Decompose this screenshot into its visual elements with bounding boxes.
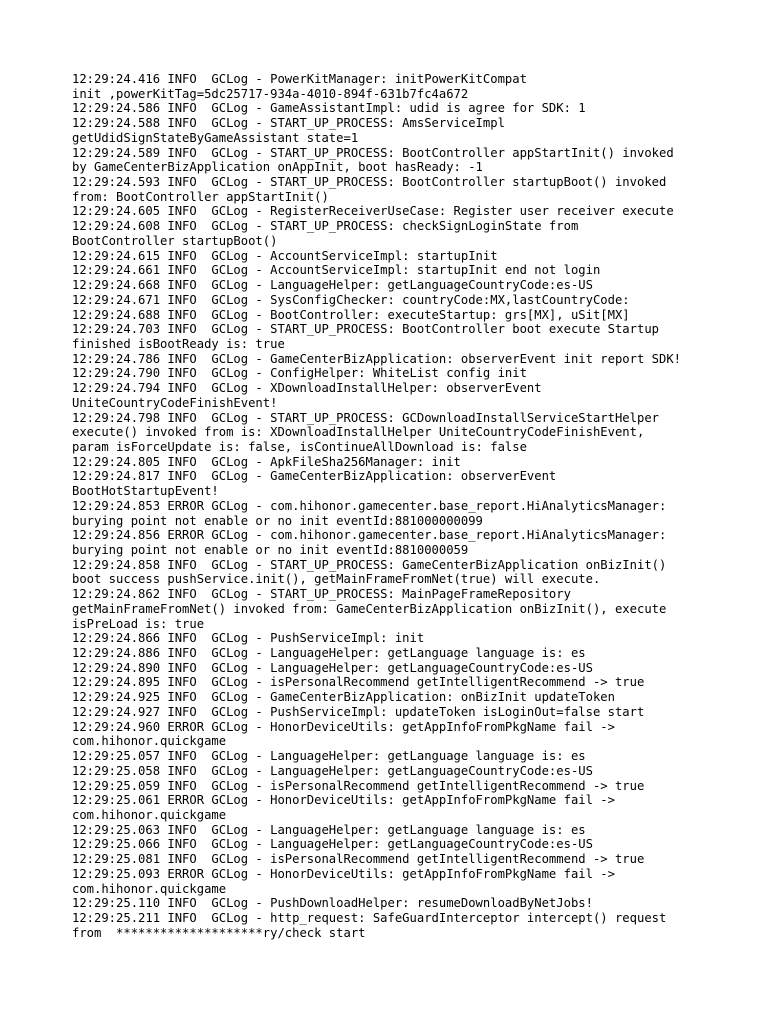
log-line: 12:29:25.059 INFO GCLog - isPersonalRecommend getIntelligentRecommend -> true	[72, 778, 645, 793]
log-line: 12:29:24.853 ERROR GCLog - com.hihonor.gamecenter.base_report.HiAnalyticsManager:	[72, 498, 667, 513]
log-line: 12:29:25.081 INFO GCLog - isPersonalRecommend getIntelligentRecommend -> true	[72, 852, 645, 867]
log-line: 12:29:24.798 INFO GCLog - START_UP_PROCESS: GCDownloadInstallServiceStartHelper	[72, 410, 659, 425]
log-line: 12:29:24.668 INFO GCLog - LanguageHelper: getLanguageCountryCode:es-US	[72, 278, 593, 293]
log-line: 12:29:25.061 ERROR GCLog - HonorDeviceUtils: getAppInfoFromPkgName fail ->	[72, 793, 615, 808]
log-line: getUdidSignStateByGameAssistant state=1	[72, 130, 359, 145]
log-line: from ********************ry/check start	[72, 925, 366, 940]
log-line: 12:29:24.890 INFO GCLog - LanguageHelper: getLanguageCountryCode:es-US	[72, 660, 593, 675]
log-line: 12:29:24.856 ERROR GCLog - com.hihonor.gamecenter.base_report.HiAnalyticsManager:	[72, 528, 667, 543]
log-line: 12:29:25.093 ERROR GCLog - HonorDeviceUtils: getAppInfoFromPkgName fail ->	[72, 866, 615, 881]
log-line: 12:29:25.058 INFO GCLog - LanguageHelper: getLanguageCountryCode:es-US	[72, 763, 593, 778]
log-line: 12:29:24.586 INFO GCLog - GameAssistantImpl: udid is agree for SDK: 1	[72, 101, 586, 116]
log-line: 12:29:24.790 INFO GCLog - ConfigHelper: WhiteList config init	[72, 366, 527, 381]
log-line: getMainFrameFromNet() invoked from: GameCenterBizApplication onBizInit(), execute	[72, 601, 667, 616]
log-line: com.hihonor.quickgame	[72, 807, 227, 822]
log-line: 12:29:24.960 ERROR GCLog - HonorDeviceUtils: getAppInfoFromPkgName fail ->	[72, 719, 615, 734]
log-line: 12:29:24.593 INFO GCLog - START_UP_PROCESS: BootController startupBoot() invoked	[72, 175, 667, 190]
log-line: 12:29:24.886 INFO GCLog - LanguageHelper: getLanguage language is: es	[72, 646, 586, 661]
log-line: UniteCountryCodeFinishEvent!	[72, 395, 278, 410]
log-line: from: BootController appStartInit()	[72, 189, 329, 204]
log-line: 12:29:24.862 INFO GCLog - START_UP_PROCESS: MainPageFrameRepository	[72, 587, 571, 602]
log-line: 12:29:25.110 INFO GCLog - PushDownloadHelper: resumeDownloadByNetJobs!	[72, 896, 593, 911]
log-line: 12:29:24.895 INFO GCLog - isPersonalRecommend getIntelligentRecommend -> true	[72, 675, 645, 690]
log-line: by GameCenterBizApplication onAppInit, boot hasReady: -1	[72, 160, 483, 175]
log-line: com.hihonor.quickgame	[72, 881, 227, 896]
log-line: burying point not enable or no init eventId:881000000099	[72, 513, 483, 528]
log-line: 12:29:24.671 INFO GCLog - SysConfigChecker: countryCode:MX,lastCountryCode:	[72, 292, 630, 307]
log-line: 12:29:25.211 INFO GCLog - http_request: SafeGuardInterceptor intercept() request	[72, 910, 667, 925]
log-line: 12:29:24.608 INFO GCLog - START_UP_PROCESS: checkSignLoginState from	[72, 219, 579, 234]
log-line: com.hihonor.quickgame	[72, 734, 227, 749]
log-line: 12:29:24.866 INFO GCLog - PushServiceImpl: init	[72, 631, 425, 646]
log-line: 12:29:24.688 INFO GCLog - BootController: executeStartup: grs[MX], uSit[MX]	[72, 307, 630, 322]
log-line: isPreLoad is: true	[72, 616, 205, 631]
log-line: param isForceUpdate is: false, isContinueAllDownload is: false	[72, 439, 527, 454]
log-line: 12:29:24.817 INFO GCLog - GameCenterBizApplication: observerEvent	[72, 469, 557, 484]
log-line: 12:29:24.794 INFO GCLog - XDownloadInstallHelper: observerEvent	[72, 381, 542, 396]
log-line: 12:29:24.588 INFO GCLog - START_UP_PROCESS: AmsServiceImpl	[72, 116, 505, 131]
log-line: finished isBootReady is: true	[72, 336, 285, 351]
log-line: 12:29:24.805 INFO GCLog - ApkFileSha256Manager: init	[72, 454, 461, 469]
log-line: 12:29:25.063 INFO GCLog - LanguageHelper: getLanguage language is: es	[72, 822, 586, 837]
log-line: 12:29:24.925 INFO GCLog - GameCenterBizApplication: onBizInit updateToken	[72, 690, 615, 705]
log-text-block	[72, 72, 752, 940]
log-line: 12:29:24.589 INFO GCLog - START_UP_PROCESS: BootController appStartInit() invoked	[72, 145, 674, 160]
log-line: 12:29:24.605 INFO GCLog - RegisterReceiverUseCase: Register user receiver execute	[72, 204, 674, 219]
log-line: 12:29:25.066 INFO GCLog - LanguageHelper: getLanguageCountryCode:es-US	[72, 837, 593, 852]
log-line: 12:29:24.615 INFO GCLog - AccountServiceImpl: startupInit	[72, 248, 498, 263]
log-line: 12:29:24.661 INFO GCLog - AccountServiceImpl: startupInit end not login	[72, 263, 601, 278]
log-line: 12:29:24.927 INFO GCLog - PushServiceImpl: updateToken isLoginOut=false start	[72, 704, 645, 719]
log-line: 12:29:24.858 INFO GCLog - START_UP_PROCESS: GameCenterBizApplication onBizInit()	[72, 557, 667, 572]
log-line: execute() invoked from is: XDownloadInstallHelper UniteCountryCodeFinishEvent,	[72, 425, 645, 440]
log-line: BootHotStartupEvent!	[72, 484, 219, 499]
log-line: boot success pushService.init(), getMainFrameFromNet(true) will execute.	[72, 572, 601, 587]
log-line: 12:29:25.057 INFO GCLog - LanguageHelper: getLanguage language is: es	[72, 749, 586, 764]
log-line: BootController startupBoot()	[72, 233, 278, 248]
log-line: 12:29:24.703 INFO GCLog - START_UP_PROCESS: BootController boot execute Startup	[72, 322, 659, 337]
log-line: 12:29:24.416 INFO GCLog - PowerKitManager: initPowerKitCompat	[72, 72, 527, 86]
log-line: 12:29:24.786 INFO GCLog - GameCenterBizApplication: observerEvent init report SDK!	[72, 351, 682, 366]
log-line: burying point not enable or no init eventId:8810000059	[72, 543, 469, 557]
log-line: init ,powerKitTag=5dc25717-934a-4010-894f-631b7fc4a672	[72, 86, 469, 101]
